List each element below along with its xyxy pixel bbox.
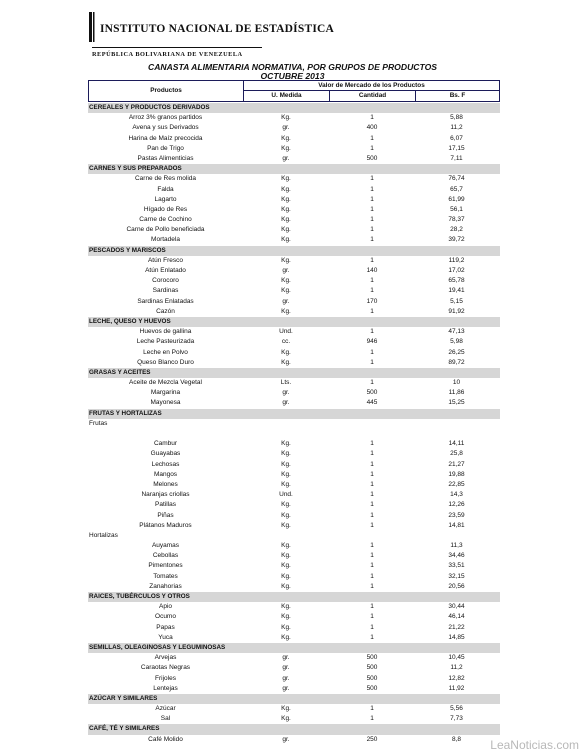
price-cell: 5,15 (450, 297, 463, 305)
republic-name: REPÚBLICA BOLIVARIANA DE VENEZUELA (92, 51, 243, 58)
product-name: Zanahorias (149, 582, 182, 590)
quantity-cell: 500 (366, 664, 378, 672)
table-row (88, 551, 500, 561)
price-cell: 11,3 (450, 542, 463, 550)
table-row (88, 307, 500, 317)
product-name: Naranjas criollas (141, 491, 190, 499)
table-row (88, 398, 500, 408)
price-cell: 8,8 (451, 735, 462, 743)
col-header-unit: U. Medida (244, 91, 330, 101)
unit-cell: Kg. (281, 521, 291, 529)
product-name: Margarina (150, 389, 181, 397)
product-name: Atún Fresco (147, 256, 184, 264)
product-name: Atún Enlatado (145, 267, 186, 274)
quantity-cell: 1 (370, 185, 374, 193)
unit-cell: Kg. (281, 185, 291, 193)
price-cell: 89,72 (448, 358, 465, 366)
unit-cell: Kg. (281, 470, 291, 478)
quantity-cell: 1 (370, 633, 374, 641)
product-name: Pimentones (148, 562, 183, 570)
quantity-cell: 1 (370, 450, 374, 458)
unit-cell: Kg. (281, 511, 291, 519)
table-row (88, 123, 500, 133)
price-cell: 47,13 (448, 328, 465, 336)
unit-cell: Kg. (281, 705, 291, 713)
quantity-cell: 1 (370, 705, 374, 713)
table-row (88, 582, 500, 592)
quantity-cell: 1 (370, 582, 374, 590)
quantity-cell: 1 (370, 328, 374, 336)
table-row (88, 480, 500, 490)
unit-cell: Kg. (281, 226, 291, 234)
table-row (88, 215, 500, 225)
product-name: Arroz 3% granos partidos (128, 114, 203, 122)
table-row (88, 572, 500, 582)
unit-cell: Kg. (281, 460, 291, 468)
quantity-cell: 500 (366, 389, 378, 397)
quantity-cell: 1 (370, 226, 374, 234)
product-name: Piñas (157, 511, 174, 519)
quantity-cell: 1 (370, 134, 374, 142)
unit-cell: Kg. (281, 552, 291, 560)
price-cell: 56,1 (450, 205, 463, 213)
quantity-cell: 1 (370, 277, 374, 285)
product-name: Melones (153, 480, 178, 488)
product-name: Ocumo (155, 613, 176, 621)
unit-cell: gr. (282, 154, 290, 162)
quantity-cell: 1 (370, 287, 374, 295)
product-name: Cazón (156, 307, 175, 315)
price-cell: 14,11 (448, 440, 465, 448)
table-row (88, 154, 500, 164)
quantity-cell: 1 (370, 236, 374, 244)
product-name: Cambur (153, 440, 178, 448)
watermark: LeaNoticias.com (490, 738, 579, 752)
table-row (88, 674, 500, 684)
quantity-cell: 1 (370, 480, 374, 488)
price-cell: 14,3 (450, 491, 463, 499)
product-name: Pan de Trigo (147, 144, 184, 152)
table-row (88, 358, 500, 368)
table-row (88, 623, 500, 633)
unit-cell: Kg. (281, 582, 291, 590)
page-title: CANASTA ALIMENTARIA NORMATIVA, POR GRUPOS DE PRODUCTOS (147, 62, 437, 72)
col-header-products: Productos (89, 81, 244, 101)
price-cell: 34,46 (448, 552, 465, 560)
unit-cell: Kg. (281, 175, 291, 183)
table-row (88, 388, 500, 398)
unit-cell: Kg. (281, 603, 291, 611)
unit-cell: gr. (282, 664, 290, 672)
price-cell: 26,25 (448, 348, 465, 356)
quantity-cell: 1 (370, 216, 374, 224)
unit-cell: gr. (282, 399, 290, 407)
quantity-cell: 400 (366, 124, 378, 132)
quantity-cell: 1 (370, 613, 374, 621)
table-row (88, 337, 500, 347)
price-cell: 5,56 (450, 705, 463, 713)
table-row (88, 490, 500, 500)
unit-cell: gr. (282, 267, 290, 274)
unit-cell: Kg. (281, 440, 291, 448)
unit-cell: Und. (279, 491, 293, 499)
table-row (88, 348, 500, 358)
unit-cell: Kg. (281, 358, 291, 366)
unit-cell: Kg. (281, 501, 291, 509)
product-name: Plátanos Maduros (139, 521, 192, 529)
unit-cell: Kg. (281, 307, 291, 315)
institute-name: INSTITUTO NACIONAL DE ESTADÍSTICA (100, 23, 335, 35)
product-name: Queso Blanco Duro (137, 358, 194, 366)
product-name: Carne de Res molida (134, 175, 197, 183)
product-name: Caraotas Negras (140, 664, 191, 672)
product-name: Tomates (153, 572, 178, 580)
product-name: Cebollas (152, 552, 179, 560)
unit-cell: Kg. (281, 236, 291, 244)
price-cell: 28,2 (450, 226, 463, 234)
table-row (88, 134, 500, 144)
quantity-cell: 1 (370, 552, 374, 560)
category-row: SEMILLAS, OLEAGINOSAS Y LEGUMINOSAS (88, 643, 500, 653)
unit-cell: Kg. (281, 623, 291, 631)
unit-cell: Kg. (281, 134, 291, 142)
price-cell: 22,85 (448, 480, 465, 488)
category-row: CEREALES Y PRODUCTOS DERIVADOS (88, 103, 500, 113)
quantity-cell: 1 (370, 603, 374, 611)
quantity-cell: 1 (370, 379, 374, 387)
table-row (88, 470, 500, 480)
ine-logo (88, 12, 335, 58)
unit-cell: cc. (281, 338, 291, 346)
price-cell: 32,15 (448, 572, 465, 580)
unit-cell: Kg. (281, 195, 291, 203)
category-row: PESCADOS Y MARISCOS (88, 246, 500, 256)
product-name: Patillas (155, 501, 176, 509)
quantity-cell: 1 (370, 307, 374, 315)
quantity-cell: 1 (370, 460, 374, 468)
unit-cell: Lts. (280, 379, 292, 387)
quantity-cell: 500 (366, 654, 378, 662)
table-row (88, 511, 500, 521)
product-name: Hígado de Res (143, 205, 188, 213)
table-row (88, 460, 500, 470)
table-row (88, 205, 500, 215)
quantity-cell: 170 (366, 297, 378, 305)
price-cell: 39,72 (448, 236, 465, 244)
price-cell: 11,92 (448, 684, 465, 692)
table-header (88, 80, 500, 102)
unit-cell: Kg. (281, 277, 291, 285)
col-header-price: Bs. F (449, 92, 466, 99)
price-cell: 7,11 (450, 154, 463, 162)
category-row: LECHE, QUESO Y HUEVOS (88, 317, 500, 327)
spacer-row (88, 429, 500, 439)
table-row (88, 612, 500, 622)
table-row (88, 235, 500, 245)
price-cell: 46,14 (448, 613, 465, 621)
price-cell: 65,7 (450, 185, 463, 193)
table-row (88, 174, 500, 184)
price-cell: 11,2 (450, 124, 463, 132)
table-row (88, 185, 500, 195)
price-cell: 15,25 (448, 399, 465, 407)
table-body (88, 103, 500, 745)
price-cell: 19,41 (448, 287, 465, 295)
price-cell: 91,92 (448, 307, 465, 315)
price-cell: 10,45 (448, 654, 465, 662)
page-subtitle-date: OCTUBRE 2013 (260, 71, 325, 81)
unit-cell: Kg. (281, 572, 291, 580)
price-cell: 7,73 (450, 715, 463, 723)
quantity-cell: 1 (370, 440, 374, 448)
table-row (88, 561, 500, 571)
quantity-cell: 250 (366, 735, 378, 743)
unit-cell: Kg. (281, 114, 291, 122)
ine-logo-icon (88, 12, 98, 42)
quantity-cell: 1 (370, 144, 374, 152)
product-name: Mangos (153, 470, 178, 478)
table-row (88, 521, 500, 531)
product-name: Falda (157, 185, 174, 193)
table-row (88, 653, 500, 663)
price-cell: 10 (452, 379, 461, 387)
unit-cell: Kg. (281, 256, 291, 264)
price-cell: 12,26 (448, 501, 465, 509)
price-cell: 19,88 (448, 470, 465, 478)
table-row (88, 286, 500, 296)
table-row (88, 276, 500, 286)
product-name: Leche Pasteurizada (136, 338, 195, 346)
product-name: Pastas Alimenticias (137, 154, 194, 162)
quantity-cell: 500 (366, 674, 378, 682)
quantity-cell: 500 (366, 684, 378, 692)
price-cell: 11,2 (450, 664, 463, 672)
table-row (88, 633, 500, 643)
product-name: Huevos de gallina (139, 328, 192, 336)
product-name: Apio (158, 603, 172, 611)
table-row (88, 663, 500, 673)
category-row: AZÚCAR Y SIMILARES (88, 694, 500, 704)
table-row (88, 602, 500, 612)
price-cell: 78,37 (448, 216, 465, 224)
product-name: Leche en Polvo (143, 348, 188, 356)
unit-cell: Kg. (281, 562, 291, 570)
quantity-cell: 1 (370, 491, 374, 499)
price-cell: 12,82 (448, 674, 465, 682)
product-name: Carne de Cochino (139, 216, 192, 224)
table-row (88, 449, 500, 459)
table-row (88, 113, 500, 123)
price-cell: 6,07 (450, 134, 463, 142)
quantity-cell: 1 (370, 542, 374, 550)
quantity-cell: 1 (370, 521, 374, 529)
price-cell: 25,8 (450, 450, 463, 458)
quantity-cell: 1 (370, 256, 374, 264)
price-cell: 14,81 (448, 521, 465, 529)
product-name: Sardinas Enlatadas (137, 297, 194, 305)
product-name: Lagarto (154, 195, 177, 203)
price-cell: 11,86 (448, 389, 465, 397)
unit-cell: gr. (282, 124, 290, 132)
unit-cell: Kg. (281, 216, 291, 224)
quantity-cell: 946 (366, 338, 378, 346)
unit-cell: gr. (282, 735, 290, 743)
unit-cell: Kg. (281, 480, 291, 488)
product-name: Aceite de Mezcla Vegetal (129, 379, 202, 387)
quantity-cell: 1 (370, 562, 374, 570)
quantity-cell: 1 (370, 501, 374, 509)
product-name: Arvejas (154, 654, 177, 662)
price-cell: 33,51 (448, 562, 465, 570)
quantity-cell: 1 (370, 175, 374, 183)
unit-cell: gr. (282, 389, 290, 397)
table-row (88, 297, 500, 307)
category-row: GRASAS Y ACEITES (88, 368, 500, 378)
unit-cell: gr. (282, 674, 290, 682)
price-cell: 5,98 (450, 338, 463, 346)
unit-cell: gr. (282, 297, 290, 305)
unit-cell: gr. (282, 684, 290, 692)
table-row (88, 225, 500, 235)
price-cell: 20,56 (448, 582, 465, 590)
product-name: Lentejas (153, 684, 178, 692)
quantity-cell: 1 (370, 114, 374, 122)
table-row (88, 327, 500, 337)
product-name: Corocoro (152, 277, 179, 285)
product-name: Auyamas (151, 542, 180, 550)
product-name: Papas (156, 623, 175, 631)
unit-cell: Kg. (281, 715, 291, 723)
table-row (88, 378, 500, 388)
logo-divider (92, 47, 262, 48)
product-name: Azúcar (155, 705, 176, 713)
price-cell: 14,85 (448, 633, 465, 641)
subcategory-row: Frutas (89, 419, 108, 427)
quantity-cell: 1 (370, 511, 374, 519)
quantity-cell: 1 (370, 715, 374, 723)
product-name: Avena y sus Derivados (132, 124, 199, 132)
unit-cell: Kg. (281, 287, 291, 295)
price-cell: 17,15 (448, 144, 465, 152)
table-row (88, 704, 500, 714)
price-cell: 61,99 (448, 195, 465, 203)
product-name: Mayonesa (150, 399, 181, 407)
unit-cell: Kg. (281, 613, 291, 621)
price-cell: 21,27 (448, 460, 465, 468)
table-row (88, 714, 500, 724)
quantity-cell: 500 (366, 154, 378, 162)
product-name: Café Molido (148, 735, 183, 743)
product-name: Harina de Maíz precocida (128, 134, 203, 142)
quantity-cell: 1 (370, 470, 374, 478)
product-name: Frijoles (155, 674, 176, 682)
price-cell: 76,74 (448, 175, 465, 183)
price-cell: 17,02 (448, 267, 465, 274)
quantity-cell: 140 (366, 267, 378, 274)
quantity-cell: 1 (370, 623, 374, 631)
price-cell: 23,59 (448, 511, 465, 519)
price-cell: 65,78 (448, 277, 465, 285)
product-name: Mortadela (151, 236, 180, 244)
category-row: FRUTAS Y HORTALIZAS (88, 409, 500, 419)
quantity-cell: 1 (370, 348, 374, 356)
table-row (88, 735, 500, 745)
product-name: Carne de Pollo beneficiada (126, 226, 205, 234)
product-name: Lechosas (151, 460, 180, 468)
price-cell: 30,44 (448, 603, 465, 611)
category-row: RAICES, TUBÉRCULOS Y OTROS (88, 592, 500, 602)
quantity-cell: 1 (370, 195, 374, 203)
unit-cell: Kg. (281, 348, 291, 356)
col-header-market-value: Valor de Mercado de los Productos (244, 81, 499, 91)
table-row (88, 266, 500, 276)
unit-cell: Kg. (281, 633, 291, 641)
price-cell: 21,22 (448, 623, 465, 631)
quantity-cell: 1 (370, 358, 374, 366)
product-name: Yuca (158, 633, 173, 641)
table-row (88, 256, 500, 266)
table-row (88, 500, 500, 510)
product-name: Sardinas (152, 287, 179, 295)
table-row (88, 195, 500, 205)
product-name: Sal (160, 715, 171, 723)
price-cell: 5,88 (450, 114, 463, 122)
unit-cell: Kg. (281, 144, 291, 152)
quantity-cell: 1 (370, 205, 374, 213)
price-cell: 119,2 (448, 256, 465, 264)
table-row (88, 439, 500, 449)
table-row (88, 684, 500, 694)
quantity-cell: 1 (370, 572, 374, 580)
col-header-quantity: Cantidad (330, 91, 416, 101)
table-row (88, 541, 500, 551)
quantity-cell: 445 (366, 399, 378, 407)
category-row: CARNES Y SUS PREPARADOS (88, 164, 500, 174)
table-row (88, 144, 500, 154)
category-row: CAFÉ, TÉ Y SIMILARES (88, 724, 500, 734)
unit-cell: gr. (282, 654, 290, 662)
subcategory-row: Hortalizas (89, 531, 118, 539)
product-name: Guayabas (150, 450, 181, 458)
unit-cell: Kg. (281, 205, 291, 213)
unit-cell: Und. (279, 328, 293, 336)
unit-cell: Kg. (281, 450, 291, 458)
unit-cell: Kg. (281, 542, 291, 550)
